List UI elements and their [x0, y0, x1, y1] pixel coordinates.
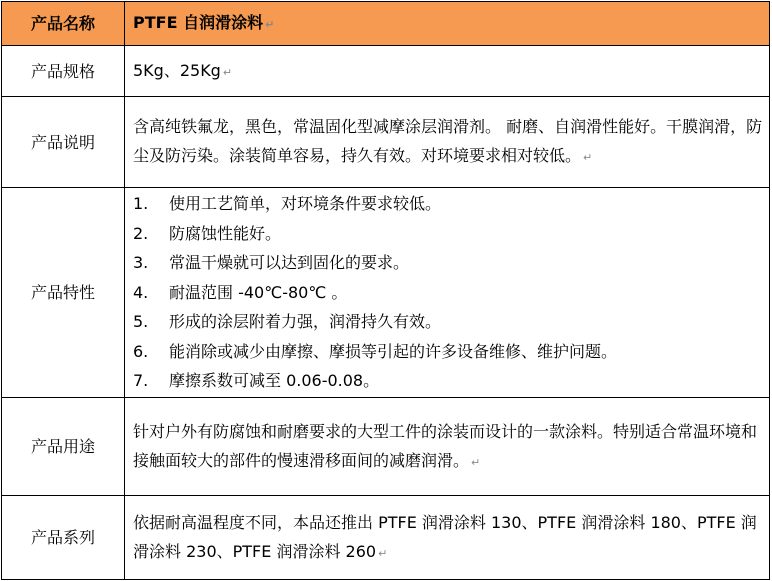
list-item-number: 4. [133, 282, 149, 302]
series-label-text: 产品系列 [30, 528, 95, 547]
usage-value-text: 针对户外有防腐蚀和耐磨要求的大型工件的涂装而设计的一款涂料。特别适合常温环境和接触面较大的部件的慢速滑移面间的减磨润滑。 [133, 421, 758, 470]
list-item-text: 摩擦系数可减至 0.06-0.08。 [169, 371, 380, 391]
paragraph-mark-icon: ↵ [265, 18, 275, 31]
spec-label-text: 产品规格 [30, 61, 95, 81]
list-item-text: 防腐蚀性能好。 [169, 223, 282, 243]
list-item-number: 5. [133, 312, 149, 332]
list-item [133, 366, 765, 396]
header-row [2, 2, 770, 46]
list-item [133, 189, 765, 219]
list-item-number: 1. [133, 194, 149, 214]
description-row [2, 97, 770, 188]
list-item [133, 248, 765, 278]
header-label-text: 产品名称 [30, 14, 95, 33]
spec-label [2, 46, 125, 97]
features-label [2, 188, 125, 398]
paragraph-mark-icon: ↵ [471, 455, 481, 469]
list-item-number: 7. [133, 371, 149, 391]
paragraph-mark-icon: ↵ [378, 546, 388, 560]
list-item-text: 能消除或减少由摩擦、摩损等引起的许多设备维修、维护问题。 [169, 341, 618, 361]
features-list [133, 189, 765, 396]
paragraph-mark-icon: ↵ [222, 65, 233, 79]
series-value-text: 依据耐高温程度不同，本品还推出 PTFE 润滑涂料 130、PTFE 润滑涂料 180、PTFE 润滑涂料 230、PTFE 润滑涂料 260 [133, 512, 757, 561]
list-item-number: 6. [133, 341, 149, 361]
description-label [2, 97, 125, 188]
list-item-text: 耐温范围 -40℃-80℃ 。 [169, 282, 348, 302]
spec-value-text: 5Kg、25Kg [133, 60, 221, 80]
series-value [125, 496, 770, 580]
usage-value [125, 398, 770, 496]
list-item [133, 337, 765, 367]
usage-label [2, 398, 125, 496]
usage-label-text: 产品用途 [30, 437, 95, 456]
features-row [2, 188, 770, 398]
list-item [133, 307, 765, 337]
list-item-text: 形成的涂层附着力强，润滑持久有效。 [169, 312, 442, 332]
list-item [133, 219, 765, 249]
spec-value [125, 46, 770, 97]
list-item-number: 3. [133, 253, 149, 273]
list-item-text: 常温干燥就可以达到固化的要求。 [169, 253, 410, 273]
description-label-text: 产品说明 [30, 132, 95, 152]
features-value [125, 188, 770, 398]
list-item-number: 2. [133, 223, 149, 243]
usage-row [2, 398, 770, 496]
header-value [125, 2, 770, 46]
description-value [125, 97, 770, 188]
header-label [2, 2, 125, 46]
spec-row [2, 46, 770, 97]
product-spec-table [1, 1, 770, 580]
paragraph-mark-icon: ↵ [583, 151, 593, 164]
series-row [2, 496, 770, 580]
header-value-text: PTFE 自润滑涂料 [133, 13, 264, 32]
series-label [2, 496, 125, 580]
features-label-text: 产品特性 [30, 283, 95, 302]
list-item [133, 278, 765, 308]
description-value-text: 含高纯铁氟龙，黑色，常温固化型减摩涂层润滑剂。 耐磨、自润滑性能好。干膜润滑，防尘及防污染。涂装简单容易，持久有效。对环境要求相对较低。 [133, 117, 763, 165]
list-item-text: 使用工艺简单，对环境条件要求较低。 [169, 194, 442, 214]
